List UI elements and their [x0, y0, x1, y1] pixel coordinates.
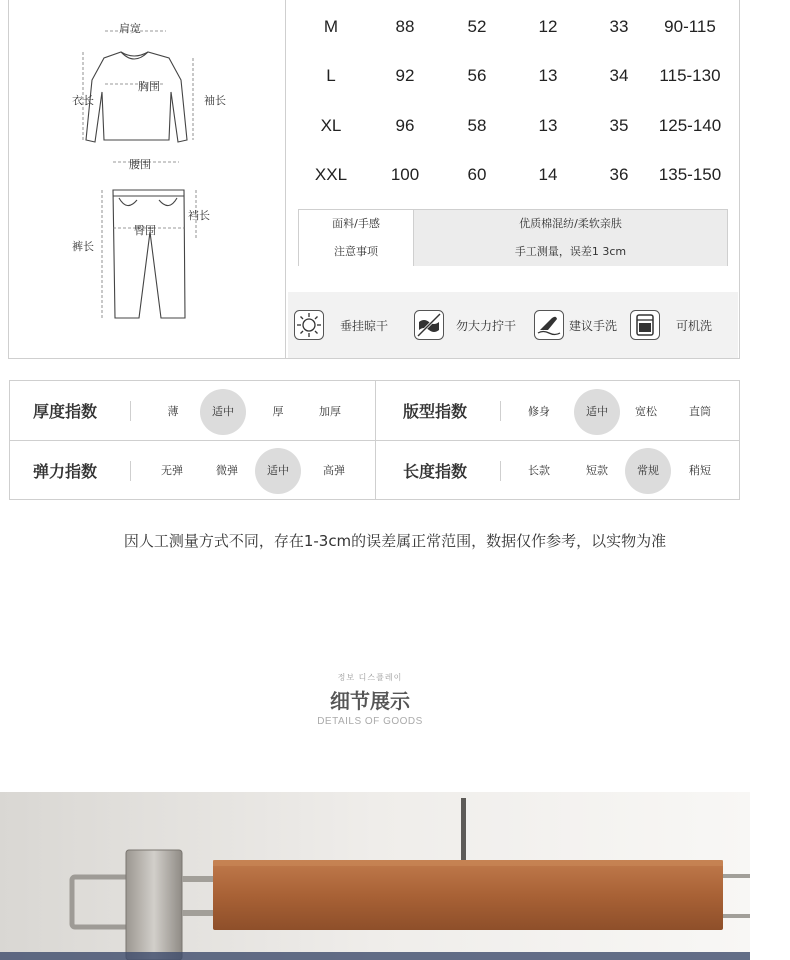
size-row: [288, 116, 728, 146]
care-hand-wash: [534, 310, 634, 340]
detail-heading: [260, 672, 480, 727]
notice-row: [299, 238, 727, 266]
index-separator: [130, 461, 131, 481]
index-option: 修身: [528, 405, 550, 418]
index-option: 直筒: [689, 405, 711, 418]
fabric-label: 面料/手感: [299, 210, 414, 238]
sun-icon: [294, 310, 324, 340]
size-value-cell: 34: [609, 66, 629, 85]
index-title: 长度指数: [403, 462, 468, 481]
care-label: 建议手洗: [569, 319, 618, 333]
index-grid: [9, 380, 740, 500]
index-separator: [500, 461, 501, 481]
index-option-selected: 适中: [574, 389, 620, 435]
garment-diagram-icon: [9, 0, 286, 358]
care-no-wring: [414, 310, 534, 340]
index-option: 微弹: [216, 464, 238, 477]
index-separator: [500, 401, 501, 421]
size-value-cell: 58: [467, 116, 487, 135]
size-label-cell: L: [326, 66, 336, 85]
rise-label: 裆长: [188, 209, 210, 222]
index-option-selected: 常规: [625, 448, 671, 494]
care-machine-wash: [630, 310, 730, 340]
size-label-cell: M: [323, 17, 339, 36]
size-row: [288, 66, 728, 96]
index-option: 加厚: [319, 405, 341, 418]
measurement-diagram: [9, 0, 286, 358]
waist-label: 腰围: [129, 158, 151, 171]
shoulder-width-label: 肩宽: [119, 22, 141, 35]
size-row: [288, 165, 728, 195]
top-length-label: 衣长: [72, 94, 94, 107]
size-value-cell: 100: [390, 165, 420, 184]
size-value-cell: 125-140: [658, 116, 722, 135]
index-option: 长款: [528, 464, 550, 477]
size-value-cell: 36: [609, 165, 629, 184]
size-value-cell: 90-115: [664, 17, 716, 36]
sleeve-length-label: 袖长: [204, 94, 226, 107]
notice-label: 注意事项: [299, 238, 414, 266]
size-value-cell: 96: [395, 116, 415, 135]
care-label: 可机洗: [676, 319, 713, 333]
fabric-row: [299, 210, 727, 238]
index-option: 短款: [586, 464, 608, 477]
size-row: [288, 17, 728, 47]
size-table: [288, 0, 728, 200]
size-value-cell: 135-150: [658, 165, 722, 184]
size-label-cell: XL: [320, 116, 342, 135]
size-value-cell: 33: [609, 17, 629, 36]
pants-length-label: 裤长: [72, 240, 94, 253]
care-instructions: [288, 292, 738, 358]
size-value-cell: 52: [467, 17, 487, 36]
index-option: 薄: [167, 405, 179, 418]
index-option: 宽松: [635, 405, 657, 418]
size-value-cell: 14: [538, 165, 558, 184]
fabric-table: [298, 209, 728, 266]
grid-divider: [375, 381, 376, 499]
care-hang-dry: [294, 310, 414, 340]
detail-title: 细节展示: [330, 689, 410, 713]
fabric-value: 优质棉混纺/柔软亲肤: [414, 210, 727, 238]
notice-value: 手工测量，误差1 3cm: [414, 238, 727, 266]
index-title: 厚度指数: [33, 402, 98, 421]
hip-label: 臀围: [134, 224, 156, 237]
no-wring-icon: [414, 310, 444, 340]
care-label: 垂挂晾干: [340, 319, 389, 333]
chest-label: 胸围: [138, 80, 160, 93]
size-value-cell: 56: [467, 66, 487, 85]
size-label-cell: XXL: [314, 165, 348, 184]
hanger-photo: [0, 792, 750, 960]
size-value-cell: 115-130: [659, 66, 721, 85]
size-value-cell: 12: [538, 17, 558, 36]
measurement-note: 因人工测量方式不同，存在1-3cm的误差属正常范围，数据仅作参考，以实物为准: [123, 532, 667, 550]
size-value-cell: 35: [609, 116, 629, 135]
size-value-cell: 88: [395, 17, 415, 36]
index-separator: [130, 401, 131, 421]
index-option: 无弹: [161, 464, 183, 477]
size-value-cell: 13: [538, 66, 558, 85]
size-value-cell: 13: [538, 116, 558, 135]
detail-subtitle: DETAILS OF GOODS: [317, 716, 423, 727]
hand-wash-icon: [534, 310, 564, 340]
size-value-cell: 92: [395, 66, 415, 85]
detail-korean-caption: 정보 디스플레이: [337, 673, 403, 682]
index-option: 稍短: [689, 464, 711, 477]
index-option-selected: 适中: [255, 448, 301, 494]
care-label: 勿大力拧干: [456, 319, 517, 333]
index-option: 高弹: [323, 464, 345, 477]
size-value-cell: 60: [467, 165, 487, 184]
index-title: 弹力指数: [33, 462, 98, 481]
index-option-selected: 适中: [200, 389, 246, 435]
wooden-hanger-image: [0, 792, 750, 960]
index-title: 版型指数: [403, 402, 468, 421]
washing-machine-icon: [630, 310, 660, 340]
index-option: 厚: [272, 405, 284, 418]
